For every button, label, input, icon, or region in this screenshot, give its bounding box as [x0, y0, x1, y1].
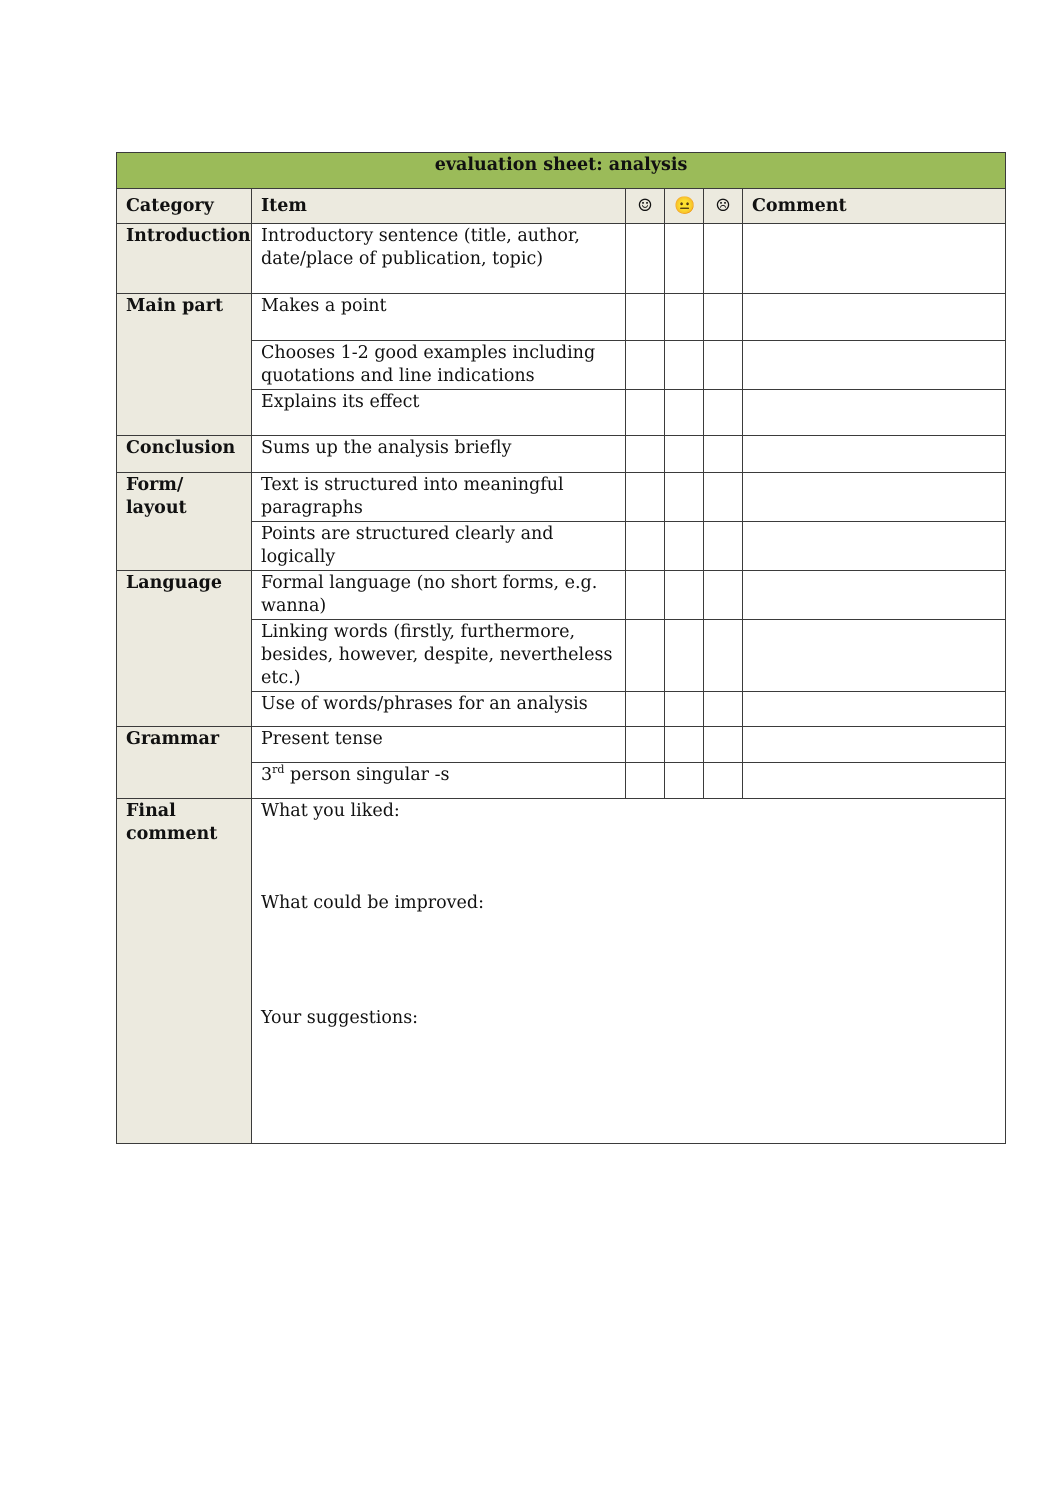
rating-neutral-cell[interactable]: [665, 224, 704, 294]
rating-happy-cell[interactable]: [626, 436, 665, 473]
rating-happy-cell[interactable]: [626, 341, 665, 390]
rating-neutral-cell[interactable]: [665, 341, 704, 390]
rating-neutral-cell[interactable]: [665, 473, 704, 522]
item-text: Linking words (firstly, furthermore, besides, however, despite, nevertheless etc.): [252, 620, 626, 692]
smiley-sad-icon: ☹: [715, 196, 731, 216]
rating-neutral-cell[interactable]: [665, 390, 704, 436]
header-row: [117, 189, 1006, 224]
item-text: Points are structured clearly and logically: [252, 522, 626, 571]
comment-cell[interactable]: [743, 473, 1006, 522]
header-comment: Comment: [743, 189, 1006, 224]
comment-cell[interactable]: [743, 763, 1006, 799]
table-row: [117, 436, 1006, 473]
rating-neutral-cell[interactable]: [665, 727, 704, 763]
comment-cell[interactable]: [743, 341, 1006, 390]
table-row: [117, 294, 1006, 341]
header-category: Category: [117, 189, 252, 224]
item-text: Use of words/phrases for an analysis: [252, 692, 626, 727]
category-main-part: Main part: [117, 294, 252, 436]
rating-happy-cell[interactable]: [626, 692, 665, 727]
rating-happy-cell[interactable]: [626, 571, 665, 620]
rating-happy-cell[interactable]: [626, 473, 665, 522]
header-neutral: [665, 189, 704, 224]
header-happy: [626, 189, 665, 224]
final-comment-area[interactable]: [252, 799, 1006, 1144]
comment-cell[interactable]: [743, 224, 1006, 294]
rating-sad-cell[interactable]: [704, 522, 743, 571]
header-sad: [704, 189, 743, 224]
evaluation-table: [116, 152, 1006, 1144]
item-text: Present tense: [252, 727, 626, 763]
rating-happy-cell[interactable]: [626, 620, 665, 692]
category-conclusion: Conclusion: [117, 436, 252, 473]
rating-sad-cell[interactable]: [704, 692, 743, 727]
comment-cell[interactable]: [743, 620, 1006, 692]
table-row: [117, 571, 1006, 620]
rating-neutral-cell[interactable]: [665, 763, 704, 799]
rating-sad-cell[interactable]: [704, 571, 743, 620]
rating-sad-cell[interactable]: [704, 620, 743, 692]
item-text: Chooses 1-2 good examples including quotations and line indications: [252, 341, 626, 390]
rating-neutral-cell[interactable]: [665, 294, 704, 341]
item-text: [252, 763, 626, 799]
category-form-layout: Form/ layout: [117, 473, 252, 571]
item-text: Makes a point: [252, 294, 626, 341]
final-comment-row: [117, 799, 1006, 1144]
prompt-liked: What you liked:: [261, 801, 400, 821]
comment-cell[interactable]: [743, 571, 1006, 620]
rating-sad-cell[interactable]: [704, 436, 743, 473]
sheet-title: evaluation sheet: analysis: [117, 153, 1006, 189]
smiley-neutral-icon: 😐: [674, 196, 696, 216]
table-row: [117, 473, 1006, 522]
rating-sad-cell[interactable]: [704, 727, 743, 763]
comment-cell[interactable]: [743, 692, 1006, 727]
comment-cell[interactable]: [743, 436, 1006, 473]
rating-neutral-cell[interactable]: [665, 692, 704, 727]
smiley-happy-icon: ☺: [637, 196, 653, 216]
rating-sad-cell[interactable]: [704, 763, 743, 799]
rating-sad-cell[interactable]: [704, 341, 743, 390]
rating-neutral-cell[interactable]: [665, 620, 704, 692]
item-text: Introductory sentence (title, author, date/place of publication, topic): [252, 224, 626, 294]
prompt-improved: What could be improved:: [261, 893, 485, 913]
category-final-comment: Final comment: [117, 799, 252, 1144]
rating-neutral-cell[interactable]: [665, 522, 704, 571]
table-row: [117, 224, 1006, 294]
category-grammar: Grammar: [117, 727, 252, 799]
comment-cell[interactable]: [743, 522, 1006, 571]
item-text: Sums up the analysis briefly: [252, 436, 626, 473]
category-introduction: Introduction: [117, 224, 252, 294]
rating-happy-cell[interactable]: [626, 763, 665, 799]
rating-neutral-cell[interactable]: [665, 436, 704, 473]
rating-sad-cell[interactable]: [704, 224, 743, 294]
item-ordinal-suffix: rd: [272, 763, 285, 777]
rating-neutral-cell[interactable]: [665, 571, 704, 620]
comment-cell[interactable]: [743, 294, 1006, 341]
table-row: [117, 727, 1006, 763]
prompt-suggestions: Your suggestions:: [261, 1008, 419, 1028]
item-text: Formal language (no short forms, e.g. wanna): [252, 571, 626, 620]
rating-happy-cell[interactable]: [626, 522, 665, 571]
rating-happy-cell[interactable]: [626, 224, 665, 294]
item-text: Explains its effect: [252, 390, 626, 436]
rating-happy-cell[interactable]: [626, 294, 665, 341]
rating-sad-cell[interactable]: [704, 390, 743, 436]
comment-cell[interactable]: [743, 727, 1006, 763]
rating-sad-cell[interactable]: [704, 473, 743, 522]
rating-happy-cell[interactable]: [626, 390, 665, 436]
comment-cell[interactable]: [743, 390, 1006, 436]
item-text: Text is structured into meaningful paragraphs: [252, 473, 626, 522]
item-number: 3: [261, 765, 273, 785]
rating-happy-cell[interactable]: [626, 727, 665, 763]
rating-sad-cell[interactable]: [704, 294, 743, 341]
header-item: Item: [252, 189, 626, 224]
category-language: Language: [117, 571, 252, 727]
item-text-rest: person singular -s: [284, 765, 450, 785]
